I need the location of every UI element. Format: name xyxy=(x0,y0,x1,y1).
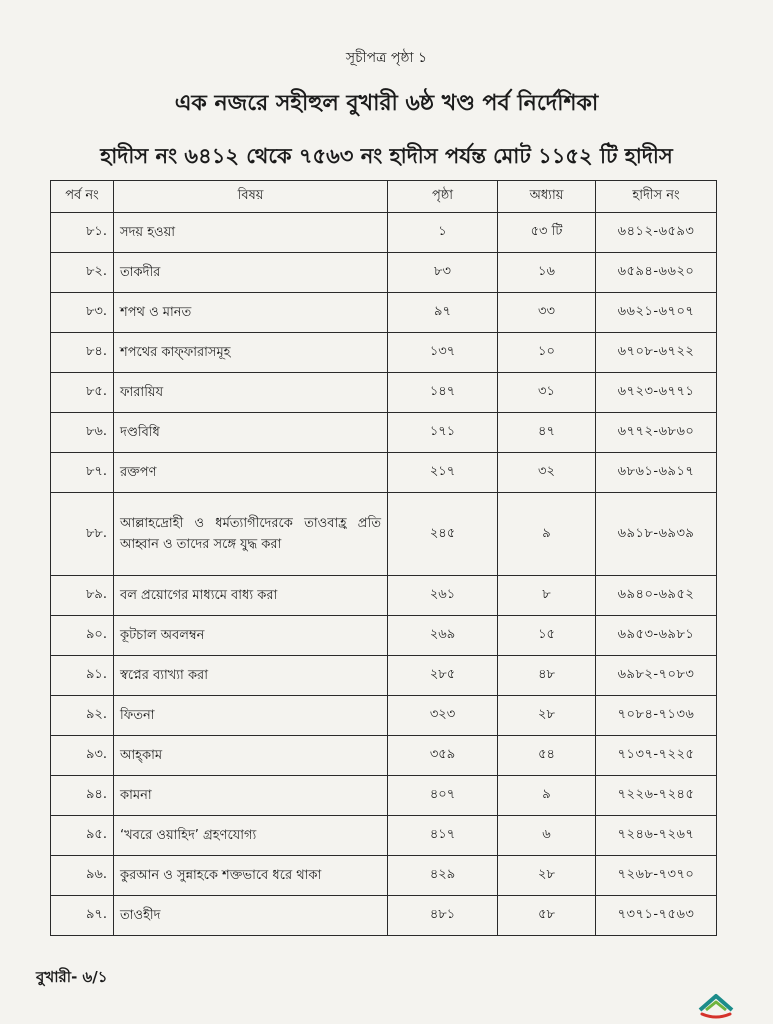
row-number: ৯২. xyxy=(51,696,114,736)
row-page: ১৪৭ xyxy=(388,373,498,413)
row-hadith-range: ৬৯৫৩-৬৯৮১ xyxy=(596,616,717,656)
table-row xyxy=(51,776,717,816)
row-subject: দণ্ডবিধি xyxy=(114,413,388,453)
row-subject: কুরআন ও সুন্নাহকে শক্তভাবে ধরে থাকা xyxy=(114,856,388,896)
row-page: ৪৮১ xyxy=(388,896,498,936)
row-hadith-range: ৬৭৭২-৬৮৬০ xyxy=(596,413,717,453)
row-page: ১৩৭ xyxy=(388,333,498,373)
row-number: ৮২. xyxy=(51,253,114,293)
header-subject: বিষয় xyxy=(114,181,388,213)
row-chapter: ৯ xyxy=(498,776,596,816)
toc-page-label: সূচীপত্র পৃষ্ঠা ১ xyxy=(345,50,428,66)
row-chapter: ১০ xyxy=(498,333,596,373)
table-row xyxy=(51,333,717,373)
row-page: ৮৩ xyxy=(388,253,498,293)
page-title: এক নজরে সহীহুল বুখারী ৬ষ্ঠ খণ্ড পর্ব নির্দেশিকা xyxy=(174,91,599,116)
row-subject: রক্তপণ xyxy=(114,453,388,493)
row-hadith-range: ৭০৮৪-৭১৩৬ xyxy=(596,696,717,736)
row-number: ৮৪. xyxy=(51,333,114,373)
row-page: ২৮৫ xyxy=(388,656,498,696)
row-chapter: ৪৭ xyxy=(498,413,596,453)
row-subject: তাওহীদ xyxy=(114,896,388,936)
row-hadith-range: ৬৭০৮-৬৭২২ xyxy=(596,333,717,373)
row-page: ২৬৯ xyxy=(388,616,498,656)
table-row xyxy=(51,656,717,696)
row-hadith-range: ৬৭২৩-৬৭৭১ xyxy=(596,373,717,413)
row-chapter: ১৫ xyxy=(498,616,596,656)
row-number: ৯৫. xyxy=(51,816,114,856)
header-chapter: অধ্যায় xyxy=(498,181,596,213)
row-chapter: ২৮ xyxy=(498,696,596,736)
row-chapter: ৬ xyxy=(498,816,596,856)
table-row xyxy=(51,413,717,453)
table-header-row xyxy=(51,181,717,213)
row-number: ৯৬. xyxy=(51,856,114,896)
row-page: ২১৭ xyxy=(388,453,498,493)
row-chapter: ৫৪ xyxy=(498,736,596,776)
row-page: ৪০৭ xyxy=(388,776,498,816)
row-hadith-range: ৬৮৬১-৬৯১৭ xyxy=(596,453,717,493)
row-page: ৪১৭ xyxy=(388,816,498,856)
row-number: ৯৭. xyxy=(51,896,114,936)
table-row xyxy=(51,896,717,936)
row-page: ১৭১ xyxy=(388,413,498,453)
row-page: ৩৫৯ xyxy=(388,736,498,776)
row-hadith-range: ৬৪১২-৬৫৯৩ xyxy=(596,213,717,253)
table-row xyxy=(51,616,717,656)
row-page: ২৬১ xyxy=(388,576,498,616)
row-subject: কামনা xyxy=(114,776,388,816)
row-chapter: ৩৩ xyxy=(498,293,596,333)
row-subject: শপথের কাফ্ফারাসমূহ xyxy=(114,333,388,373)
table-row xyxy=(51,816,717,856)
row-chapter: ৯ xyxy=(498,493,596,576)
row-subject: শপথ ও মানত xyxy=(114,293,388,333)
row-subject: ‘খবরে ওয়াহিদ’ গ্রহণযোগ্য xyxy=(114,816,388,856)
row-number: ৮৩. xyxy=(51,293,114,333)
row-number: ৮১. xyxy=(51,213,114,253)
row-chapter: ৪৮ xyxy=(498,656,596,696)
row-number: ৯০. xyxy=(51,616,114,656)
table-row xyxy=(51,373,717,413)
row-subject: কূটচাল অবলম্বন xyxy=(114,616,388,656)
row-number: ৯৪. xyxy=(51,776,114,816)
table-row xyxy=(51,493,717,576)
row-subject: ফারায়িয xyxy=(114,373,388,413)
header-hadith: হাদীস নং xyxy=(596,181,717,213)
row-subject: ফিতনা xyxy=(114,696,388,736)
table-row xyxy=(51,696,717,736)
row-subject: আহ্কাম xyxy=(114,736,388,776)
row-subject: তাকদীর xyxy=(114,253,388,293)
row-hadith-range: ৬৯৪০-৬৯৫২ xyxy=(596,576,717,616)
row-chapter: ৩১ xyxy=(498,373,596,413)
row-hadith-range: ৬৫৯৪-৬৬২০ xyxy=(596,253,717,293)
table-row xyxy=(51,576,717,616)
row-number: ৯১. xyxy=(51,656,114,696)
row-number: ৮৯. xyxy=(51,576,114,616)
table-row xyxy=(51,213,717,253)
row-subject: সদয় হওয়া xyxy=(114,213,388,253)
page-subtitle: হাদীস নং ৬৪১২ থেকে ৭৫৬৩ নং হাদীস পর্যন্ত মোট ১১৫২ টি হাদীস xyxy=(100,144,673,168)
row-hadith-range: ৬৯৮২-৭০৮৩ xyxy=(596,656,717,696)
row-chapter: ২৮ xyxy=(498,856,596,896)
table-row xyxy=(51,293,717,333)
publisher-logo-icon xyxy=(694,990,738,1020)
row-hadith-range: ৬৬২১-৬৭০৭ xyxy=(596,293,717,333)
row-hadith-range: ৭২২৬-৭২৪৫ xyxy=(596,776,717,816)
row-hadith-range: ৭২৬৮-৭৩৭০ xyxy=(596,856,717,896)
header-page: পৃষ্ঠা xyxy=(388,181,498,213)
row-subject: আল্লাহদ্রোহী ও ধর্মত্যাগীদেরকে তাওবাহ্র প্রতি আহ্বান ও তাদের সঙ্গে যুদ্ধ করা xyxy=(114,493,388,576)
row-hadith-range: ৭১৩৭-৭২২৫ xyxy=(596,736,717,776)
row-page: ৪২৯ xyxy=(388,856,498,896)
row-chapter: ৫৮ xyxy=(498,896,596,936)
row-number: ৮৭. xyxy=(51,453,114,493)
row-number: ৮৫. xyxy=(51,373,114,413)
footer-volume-label: বুখারী- ৬/১ xyxy=(36,968,108,986)
row-page: ১ xyxy=(388,213,498,253)
table-row xyxy=(51,453,717,493)
row-hadith-range: ৭২৪৬-৭২৬৭ xyxy=(596,816,717,856)
row-subject: স্বপ্নের ব্যাখ্যা করা xyxy=(114,656,388,696)
row-chapter: ৫৩ টি xyxy=(498,213,596,253)
row-number: ৮৬. xyxy=(51,413,114,453)
header-parba: পর্ব নং xyxy=(51,181,114,213)
table-row xyxy=(51,736,717,776)
contents-table xyxy=(50,180,717,936)
row-number: ৮৮. xyxy=(51,493,114,576)
row-page: ৯৭ xyxy=(388,293,498,333)
row-page: ২৪৫ xyxy=(388,493,498,576)
row-hadith-range: ৬৯১৮-৬৯৩৯ xyxy=(596,493,717,576)
row-subject: বল প্রয়োগের মাধ্যমে বাধ্য করা xyxy=(114,576,388,616)
row-chapter: ৩২ xyxy=(498,453,596,493)
row-chapter: ১৬ xyxy=(498,253,596,293)
row-hadith-range: ৭৩৭১-৭৫৬৩ xyxy=(596,896,717,936)
table-row xyxy=(51,856,717,896)
row-page: ৩২৩ xyxy=(388,696,498,736)
table-row xyxy=(51,253,717,293)
row-number: ৯৩. xyxy=(51,736,114,776)
row-chapter: ৮ xyxy=(498,576,596,616)
